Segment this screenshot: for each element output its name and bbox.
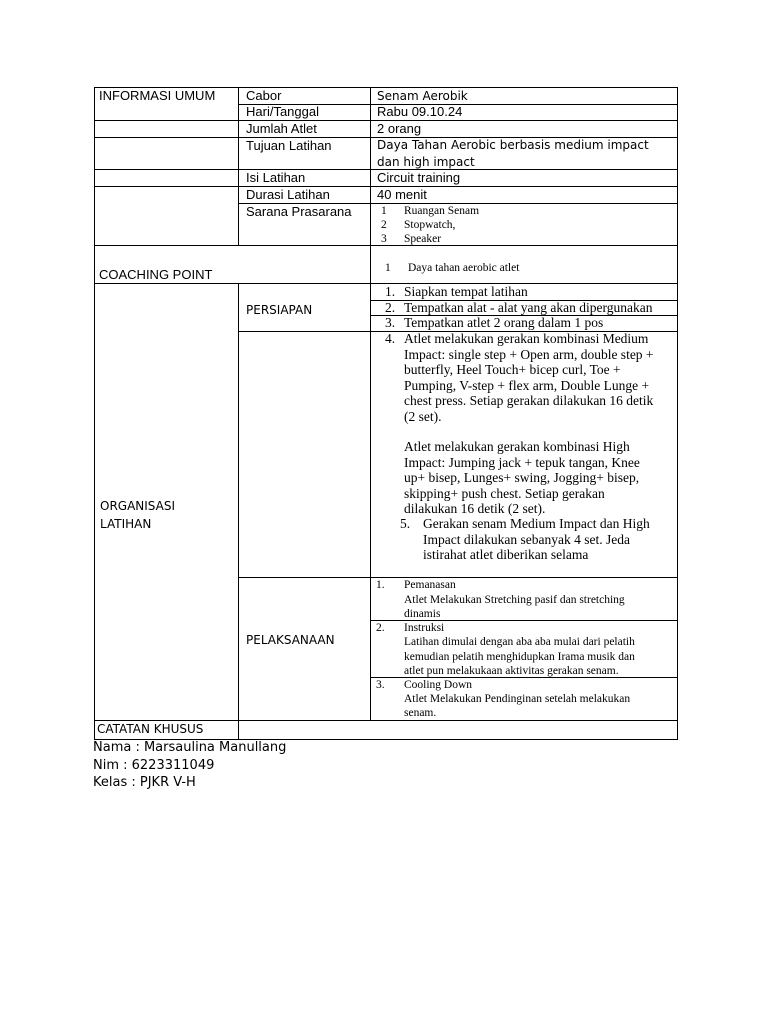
step-line: dinamis	[404, 608, 441, 620]
informasi-umum-label: INFORMASI UMUM	[99, 88, 216, 103]
step-line: Atlet Melakukan Pendinginan setelah melakukan	[404, 693, 631, 705]
step-line: Latihan dimulai dengan aba aba mulai dari pelatih	[404, 636, 635, 648]
student-nim: Nim : 6223311049	[93, 758, 215, 773]
list-number: 2.	[376, 622, 385, 634]
step-line: kemudian pelatih menghidupkan Irama musik dan	[404, 651, 635, 663]
durasi-latihan-label: Durasi Latihan	[246, 187, 330, 202]
isi-latihan-label: Isi Latihan	[246, 170, 306, 185]
gerakan-medium-line: (2 set).	[404, 409, 442, 424]
list-number: 5.	[400, 516, 411, 531]
gerakan-high-line: Atlet melakukan gerakan kombinasi High	[404, 439, 630, 454]
cabor-value: Senam Aerobik	[377, 89, 468, 103]
pelaksanaan-label: PELAKSANAAN	[246, 633, 335, 647]
list-item: Siapkan tempat latihan	[404, 284, 528, 299]
list-item: Ruangan Senam	[404, 205, 480, 217]
list-item: Tempatkan alat - alat yang akan dipergunakan	[404, 300, 653, 315]
student-name: Nama : Marsaulina Manullang	[93, 740, 287, 755]
list-number: 3	[381, 233, 387, 245]
gerakan-medium-line: butterfly, Heel Touch+ bicep curl, Toe +	[404, 362, 621, 377]
list-item: Tempatkan atlet 2 orang dalam 1 pos	[404, 315, 604, 330]
tujuan-latihan-value: Daya Tahan Aerobic berbasis medium impact dan high impact	[377, 138, 649, 169]
gerakan-5-line: istirahat atlet diberikan selama	[423, 547, 589, 562]
coaching-point-label: COACHING POINT	[99, 267, 213, 282]
list-number: 3.	[385, 315, 396, 330]
step-line: atlet pun melakukaan aktivitas gerakan senam.	[404, 665, 619, 677]
step-line: senam.	[404, 707, 437, 719]
student-class: Kelas : PJKR V-H	[93, 775, 196, 790]
list-number: 4.	[385, 331, 396, 346]
list-number: 1.	[376, 579, 385, 591]
list-number: 2.	[385, 300, 396, 315]
sarana-prasarana-label: Sarana Prasarana	[246, 204, 352, 219]
organisasi-label: ORGANISASI	[100, 499, 176, 513]
list-number: 2	[381, 219, 387, 231]
cabor-label: Cabor	[246, 88, 282, 103]
list-item: Stopwatch,	[404, 219, 456, 231]
gerakan-high-line: Impact: Jumping jack + tepuk tangan, Knee	[404, 455, 640, 470]
persiapan-label: PERSIAPAN	[246, 303, 313, 317]
durasi-latihan-value: 40 menit	[377, 187, 427, 202]
gerakan-high-line: dilakukan 16 detik (2 set).	[404, 501, 546, 516]
step-line: Atlet Melakukan Stretching pasif dan stretching	[404, 594, 625, 606]
gerakan-medium-line: Pumping, V-step + flex arm, Double Lunge +	[404, 378, 650, 393]
hari-tanggal-label: Hari/Tanggal	[246, 104, 319, 119]
hari-tanggal-value: Rabu 09.10.24	[377, 104, 463, 119]
list-number: 1	[381, 205, 387, 217]
list-item: Speaker	[404, 233, 442, 245]
step-title: Cooling Down	[404, 679, 473, 691]
gerakan-high-line: up+ bisep, Lunges+ swing, Jogging+ bisep,	[404, 470, 640, 485]
coaching-point-item: Daya tahan aerobic atlet	[408, 262, 520, 274]
list-number: 1	[385, 262, 391, 274]
gerakan-high-line: skipping+ push chest. Setiap gerakan	[404, 486, 605, 501]
tujuan-latihan-label: Tujuan Latihan	[246, 138, 332, 153]
gerakan-medium-line: chest press. Setiap gerakan dilakukan 16 detik	[404, 393, 654, 408]
step-title: Instruksi	[404, 622, 445, 634]
gerakan-medium-line: Impact: single step + Open arm, double step +	[404, 347, 654, 362]
gerakan-5-line: Impact dilakukan sebanyak 4 set. Jeda	[423, 532, 630, 547]
list-number: 3.	[376, 679, 385, 691]
step-title: Pemanasan	[404, 579, 456, 591]
jumlah-atlet-value: 2 orang	[377, 121, 422, 136]
latihan-label: LATIHAN	[100, 517, 152, 531]
list-number: 1.	[385, 284, 396, 299]
gerakan-5-line: Gerakan senam Medium Impact dan High	[423, 516, 650, 531]
catatan-khusus-label: CATATAN KHUSUS	[97, 722, 204, 736]
isi-latihan-value: Circuit training	[377, 170, 461, 185]
gerakan-medium-line: Atlet melakukan gerakan kombinasi Medium	[404, 331, 649, 346]
jumlah-atlet-label: Jumlah Atlet	[246, 121, 317, 136]
